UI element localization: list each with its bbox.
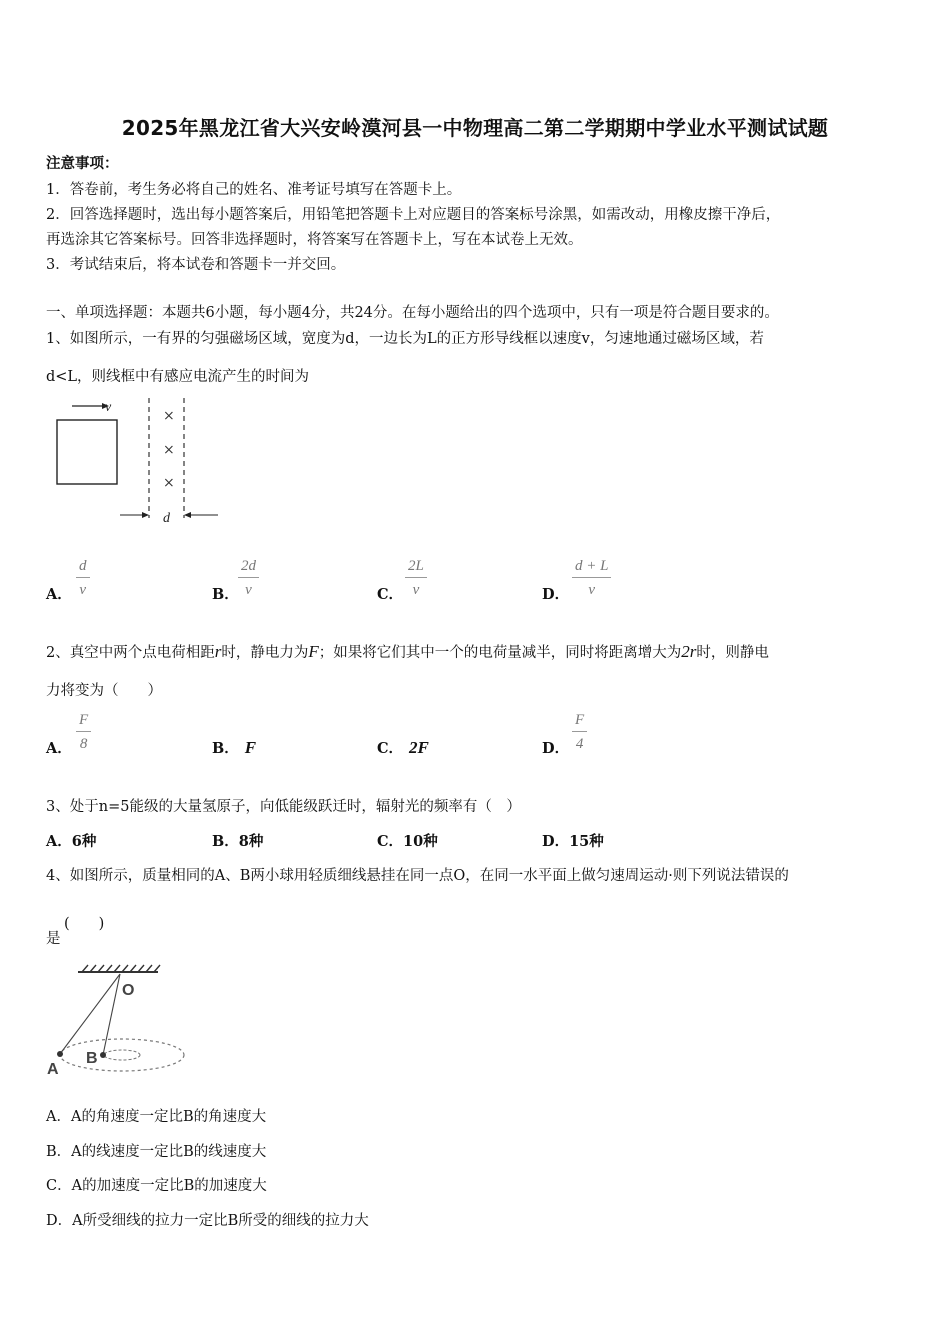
q1-magnetic-field-figure [50,398,225,528]
q1-option-c[interactable]: C． [377,586,404,603]
q1-option-d[interactable]: D． [542,586,570,603]
ball-a-label: A [47,1061,59,1078]
q2-option-a[interactable]: A． [46,740,72,757]
q4-text-line1: 4、如图所示，质量相同的A、B两小球用轻质细线悬挂在同一点O，在同一水平面上做匀速周运动·则下列说法错误的 [46,868,789,884]
q1-option-b[interactable]: B． [212,586,239,603]
q4-option-c[interactable]: C．A的加速度一定比B的加速度大 [46,1178,267,1194]
orbit-b [104,1050,140,1060]
notice-item: 1．答卷前，考生务必将自己的姓名、准考证号填写在答题卡上。 [46,182,462,198]
q4-option-d[interactable]: D．A所受细线的拉力一定比B所受的细线的拉力大 [46,1213,369,1229]
q3-text: 3、处于n=5能级的大量氢原子，向低能级跃迁时，辐射光的频率有（ ） [46,799,521,815]
q2-option-a-fraction: $\frac{F}{8}$ [76,711,91,753]
field-cross: × [163,442,175,458]
ball-b-label: B [86,1050,98,1067]
q1-text-line2: d<L，则线框中有感应电流产生的时间为 [46,369,310,385]
q4-answer-paren: ( ) [64,916,105,932]
notice-item: 再选涂其它答案标号。回答非选择题时，将答案写在答题卡上，写在本试卷上无效。 [46,232,583,248]
width-label: d [163,511,170,526]
q2-text-line1: 2、真空中两个点电荷相距r时，静电力为F；如果将它们其中一个的电荷量减半，同时将距离增大为2r时，则静电 [46,642,769,661]
q2-option-d[interactable]: D． [542,740,570,757]
page-title: 2025年黑龙江省大兴安岭漠河县一中物理高二第二学期期中学业水平测试试题 [121,116,829,140]
square-coil [57,420,117,484]
q1-option-d-fraction: $\frac{d + L}{v}$ [572,557,611,599]
section-heading: 一、单项选择题：本题共6小题，每小题4分，共24分。在每小题给出的四个选项中，只有一项是符合题目要求的。 [46,305,779,321]
q3-option-a[interactable]: A．6种 [46,833,97,850]
ball-a [57,1051,63,1057]
ball-b [100,1052,106,1058]
velocity-label: v [105,400,112,415]
q2-option-b[interactable]: B． F [212,738,257,757]
field-cross: × [163,475,175,491]
q1-text-line1: 1、如图所示，一有界的匀强磁场区域，宽度为d，一边长为L的正方形导线框以速度v，匀速地通过磁场区域，若 [46,331,764,347]
point-o-label: O [122,982,135,999]
q4-option-b[interactable]: B．A的线速度一定比B的线速度大 [46,1144,267,1160]
notice-heading: 注意事项： [46,155,119,172]
q3-option-d[interactable]: D．15种 [542,833,604,850]
field-cross: × [163,408,175,424]
q1-option-c-fraction: $\frac{2L}{v}$ [405,557,427,599]
q3-option-c[interactable]: C．10种 [377,833,438,850]
q4-conical-pendulum-figure [44,962,194,1082]
q2-option-d-fraction: $\frac{F}{4}$ [572,711,587,753]
orbit-a [60,1039,184,1071]
q4-text-line2: 是 [46,931,61,947]
notice-item: 2．回答选择题时，选出每小题答案后，用铅笔把答题卡上对应题目的答案标号涂黑，如需改动，用橡皮擦干净后， [46,207,781,223]
q1-option-a-fraction: $\frac{d}{v}$ [76,557,90,599]
q2-text-line2: 力将变为（ ） [46,683,162,699]
notice-item: 3．考试结束后，将本试卷和答题卡一并交回。 [46,257,346,273]
q4-option-a[interactable]: A．A的角速度一定比B的角速度大 [46,1109,267,1125]
string-a [60,974,120,1054]
q2-option-c[interactable]: C． 2F [377,738,429,757]
q3-option-b[interactable]: B．8种 [212,833,264,850]
q1-option-a[interactable]: A． [46,586,72,603]
q1-option-b-fraction: $\frac{2d}{v}$ [238,557,259,599]
